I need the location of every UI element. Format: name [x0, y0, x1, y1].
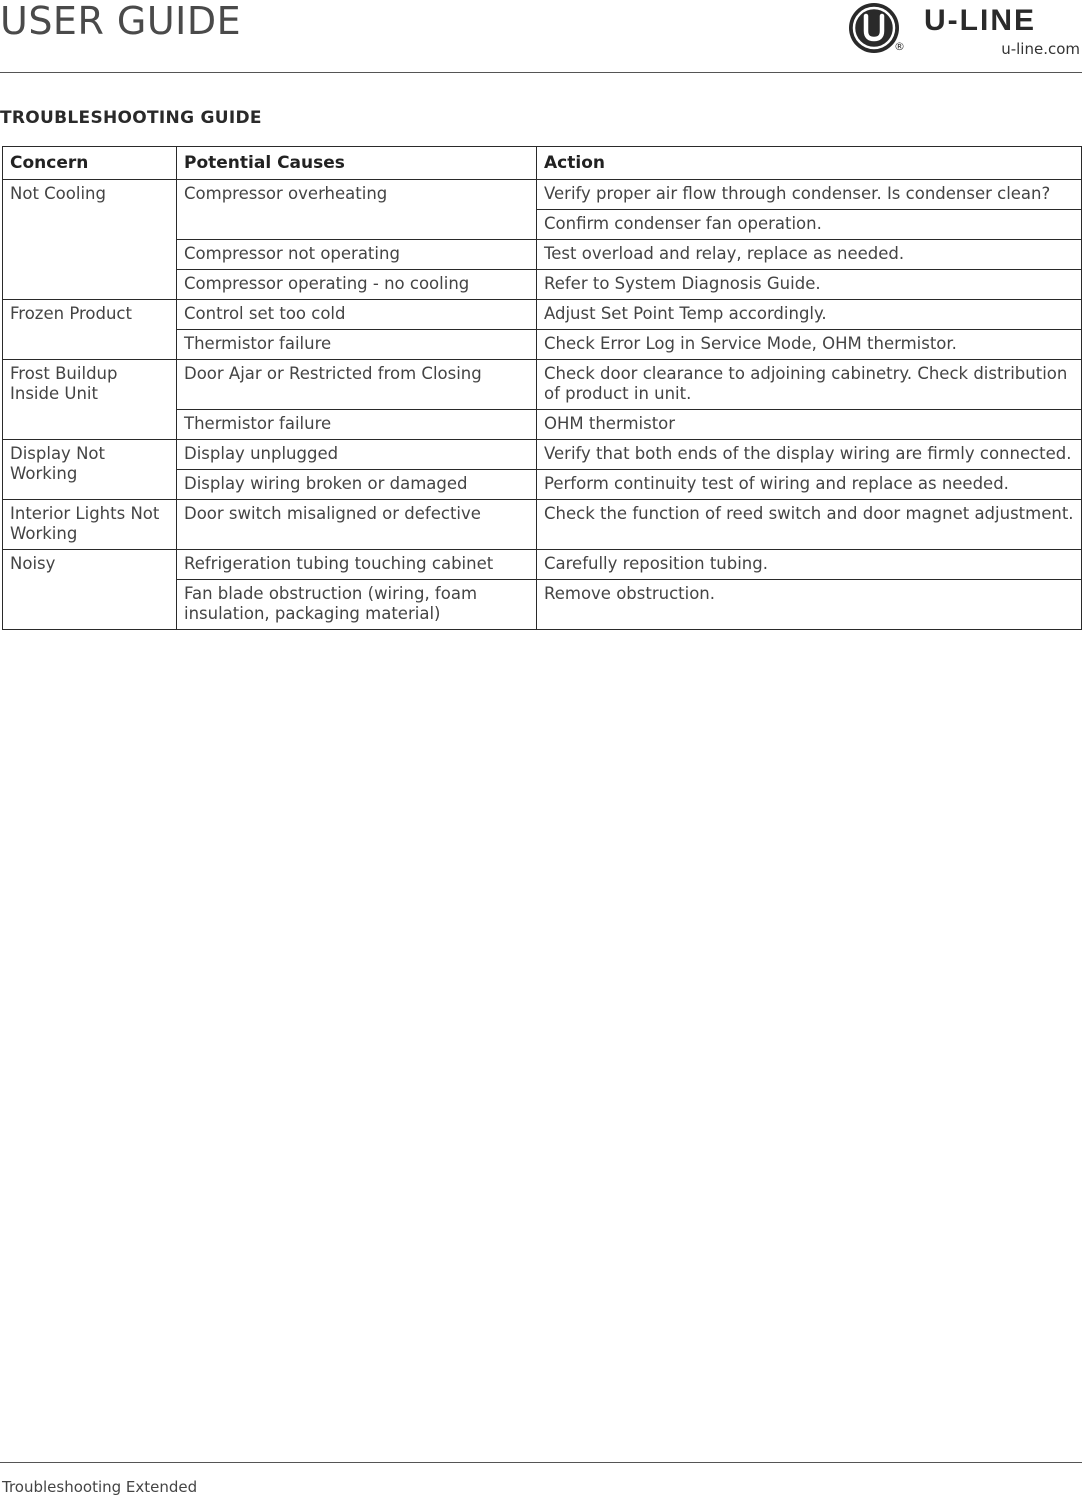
- table-row: [3, 550, 1082, 580]
- action-cell: Check door clearance to adjoining cabinetry. Check distribution of product in unit.: [537, 360, 1082, 410]
- concern-cell: Frozen Product: [3, 300, 177, 360]
- header-divider: [0, 72, 1082, 73]
- concern-cell: Interior Lights Not Working: [3, 500, 177, 550]
- cause-cell: Display wiring broken or damaged: [177, 470, 537, 500]
- column-header-action: Action: [537, 147, 1082, 180]
- action-cell: Test overload and relay, replace as needed.: [537, 240, 1082, 270]
- footer-divider: [0, 1462, 1082, 1463]
- table-header-row: [3, 147, 1082, 180]
- action-cell: Confirm condenser fan operation.: [537, 210, 1082, 240]
- action-cell: OHM thermistor: [537, 410, 1082, 440]
- action-cell: Verify proper air flow through condenser. Is condenser clean?: [537, 180, 1082, 210]
- concern-cell: Display Not Working: [3, 440, 177, 500]
- cause-cell: Control set too cold: [177, 300, 537, 330]
- table-row: [3, 440, 1082, 470]
- column-header-concern: Concern: [3, 147, 177, 180]
- column-header-causes: Potential Causes: [177, 147, 537, 180]
- cause-cell: Door Ajar or Restricted from Closing: [177, 360, 537, 410]
- action-cell: Remove obstruction.: [537, 580, 1082, 630]
- section-title: TROUBLESHOOTING GUIDE: [0, 108, 262, 128]
- concern-cell: Frost Buildup Inside Unit: [3, 360, 177, 440]
- cause-cell: Thermistor failure: [177, 410, 537, 440]
- page-title: USER GUIDE: [0, 0, 242, 43]
- cause-cell: Fan blade obstruction (wiring, foam insulation, packaging material): [177, 580, 537, 630]
- concern-cell: Not Cooling: [3, 180, 177, 300]
- table-row: [3, 500, 1082, 550]
- action-cell: Verify that both ends of the display wiring are firmly connected.: [537, 440, 1082, 470]
- cause-cell: Door switch misaligned or defective: [177, 500, 537, 550]
- brand-wordmark: U-LINE: [924, 4, 1036, 37]
- action-cell: Carefully reposition tubing.: [537, 550, 1082, 580]
- cause-cell: Refrigeration tubing touching cabinet: [177, 550, 537, 580]
- cause-cell: Compressor not operating: [177, 240, 537, 270]
- action-cell: Check Error Log in Service Mode, OHM thermistor.: [537, 330, 1082, 360]
- brand-logo: [848, 2, 1080, 58]
- footer-label: Troubleshooting Extended: [2, 1478, 198, 1496]
- action-cell: Adjust Set Point Temp accordingly.: [537, 300, 1082, 330]
- cause-cell: Display unplugged: [177, 440, 537, 470]
- troubleshooting-table: [2, 146, 1082, 630]
- cause-cell: Compressor operating - no cooling: [177, 270, 537, 300]
- cause-cell: Compressor overheating: [177, 180, 537, 240]
- table-row: [3, 360, 1082, 410]
- concern-cell: Noisy: [3, 550, 177, 630]
- registered-mark: ®: [894, 40, 905, 53]
- table-row: [3, 180, 1082, 210]
- action-cell: Check the function of reed switch and door magnet adjustment.: [537, 500, 1082, 550]
- brand-url: u-line.com: [1001, 40, 1080, 58]
- cause-cell: Thermistor failure: [177, 330, 537, 360]
- table-row: [3, 300, 1082, 330]
- action-cell: Refer to System Diagnosis Guide.: [537, 270, 1082, 300]
- action-cell: Perform continuity test of wiring and replace as needed.: [537, 470, 1082, 500]
